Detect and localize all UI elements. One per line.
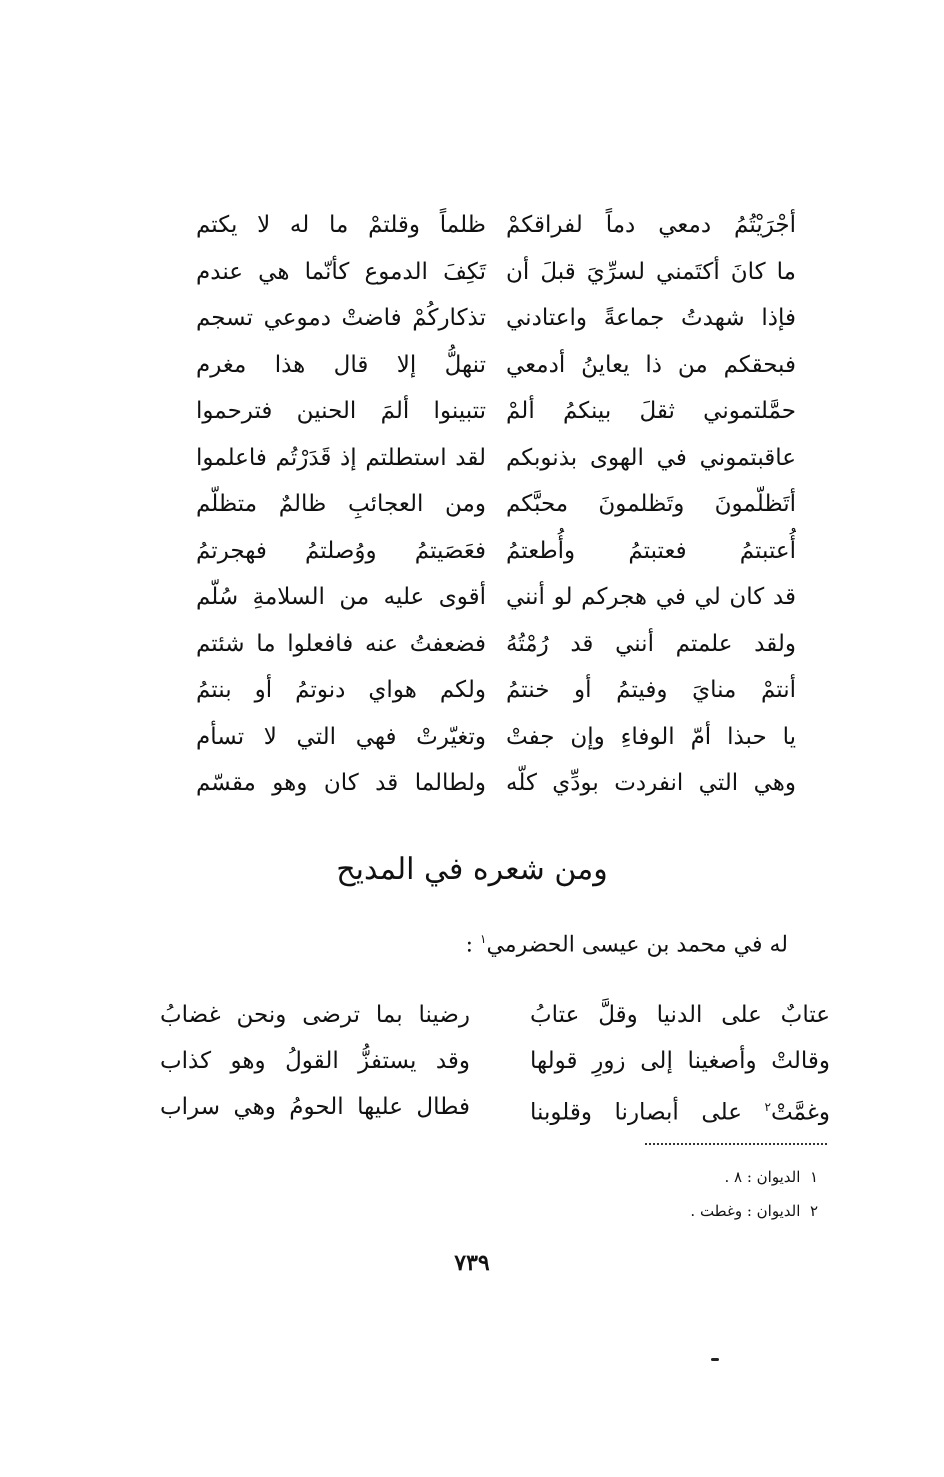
first-hemistich: فإذا شهدتُ جماعةً واعتادني <box>506 305 796 331</box>
verse <box>196 528 796 575</box>
footnote-divider <box>645 1143 827 1145</box>
verse <box>196 249 796 296</box>
verse <box>196 342 796 389</box>
footnotes <box>690 1160 818 1228</box>
second-hemistich: وتغيّرتْ فهي التي لا تسأم <box>196 723 486 750</box>
second-hemistich: ظلماً وقلتمْ ما له لا يكتم <box>196 212 486 238</box>
verse <box>196 202 796 249</box>
first-hemistich: أُعتبتمُ فعتبتمُ وأُطعتمُ <box>506 537 796 564</box>
poem-ghazal <box>196 202 796 807</box>
verse <box>196 714 796 761</box>
footnote-text: الديوان : ٨ . <box>724 1168 801 1186</box>
footnote-text: الديوان : وغطت . <box>690 1202 801 1220</box>
second-hemistich: ومن العجائبِ ظالمٌ متظلّم <box>196 491 486 517</box>
first-hemistich: فبحقكم من ذا يعاينُ أدمعي <box>506 351 796 378</box>
first-hemistich: ما كانَ أكتَمني لسرِّيَ قبلَ أن <box>506 258 796 285</box>
first-hemistich: قد كان لي في هجركم لو أنني <box>506 584 796 610</box>
scan-speck <box>711 1358 719 1361</box>
first-hemistich: أتَظلّمونَ وتَظلمونَ محبَّكم <box>506 491 796 517</box>
footnote <box>690 1194 818 1228</box>
poem-intro <box>466 932 788 957</box>
poem-madih <box>160 992 830 1130</box>
verse <box>196 435 796 482</box>
first-hemistich: يا حبذا أمّ الوفاءِ وإن جفتْ <box>506 723 796 750</box>
intro-colon: : <box>465 932 481 958</box>
hemistich-start: وغمَّتْ <box>770 1099 830 1126</box>
second-hemistich: رضينا بما ترضى ونحن غضابُ <box>160 1002 470 1028</box>
second-hemistich: لقد استطلتم إذ قَدَرْتُم فاعلموا <box>196 444 486 471</box>
first-hemistich: حمَّلتموني ثقلَ بينكمُ ألمْ <box>506 398 796 424</box>
hemistich-rest: على أبصارنا وقلوبنا <box>530 1099 765 1126</box>
second-hemistich: تنهلُّ إلا قال هذا مغرم <box>196 351 486 378</box>
intro-text: له في محمد بن عيسى الحضرمي <box>486 932 788 958</box>
second-hemistich: تذكاركُمْ فاضتْ دموعي تسجم <box>196 305 486 331</box>
second-hemistich: وقد يستفزُّ القولُ وهو كذاب <box>160 1048 470 1074</box>
verse <box>160 992 830 1038</box>
first-hemistich: وقالتْ وأصغينا إلى زورِ قولها <box>530 1048 830 1074</box>
verse <box>196 481 796 528</box>
verse <box>160 1084 830 1130</box>
first-hemistich: أنتمْ منايَ وفيتمُ أو خنتمُ <box>506 677 796 703</box>
footnote <box>690 1160 818 1194</box>
footnote-number: ١ <box>809 1168 818 1186</box>
verse <box>196 388 796 435</box>
verse <box>196 295 796 342</box>
second-hemistich: تَكِفَ الدموع كأنّما هي عندم <box>196 258 486 285</box>
verse <box>196 667 796 714</box>
section-heading: ومن شعره في المديح <box>336 852 608 887</box>
footnote-number: ٢ <box>809 1202 818 1220</box>
footnote-marker: ٢ <box>764 1100 771 1114</box>
page-number: ٧٣٩ <box>454 1250 490 1276</box>
first-hemistich: أجْرَيْتُمُ دمعي دماً لفراقكمْ <box>506 212 796 238</box>
second-hemistich: فضعفتُ عنه فافعلوا ما شئتم <box>196 630 486 657</box>
second-hemistich: أقوى عليه من السلامةِ سُلّم <box>196 584 486 610</box>
second-hemistich: ولطالما قد كان وهو مقسّم <box>196 770 486 796</box>
first-hemistich: وهي التي انفردت بودِّي كلّه <box>506 770 796 796</box>
first-hemistich: ولقد علمتم أنني قد رُمْتُهُ <box>506 630 796 657</box>
verse <box>196 760 796 807</box>
second-hemistich: فعَصَيتمُ ووُصلتمُ فهجرتمُ <box>196 537 486 564</box>
footnote-marker: ١ <box>480 932 487 946</box>
second-hemistich: تتبينوا ألمَ الحنين فترحموا <box>196 398 486 424</box>
verse <box>196 621 796 668</box>
verse <box>160 1038 830 1084</box>
verse <box>196 574 796 621</box>
second-hemistich: ولكم هواي دنوتمُ أو بنتمُ <box>196 677 486 703</box>
first-hemistich <box>530 1084 830 1136</box>
second-hemistich: فطال عليها الحومُ وهي سراب <box>160 1094 470 1120</box>
first-hemistich: عتابٌ على الدنيا وقلَّ عتابُ <box>530 1002 830 1028</box>
first-hemistich: عاقبتموني في الهوى بذنوبكم <box>506 444 796 471</box>
